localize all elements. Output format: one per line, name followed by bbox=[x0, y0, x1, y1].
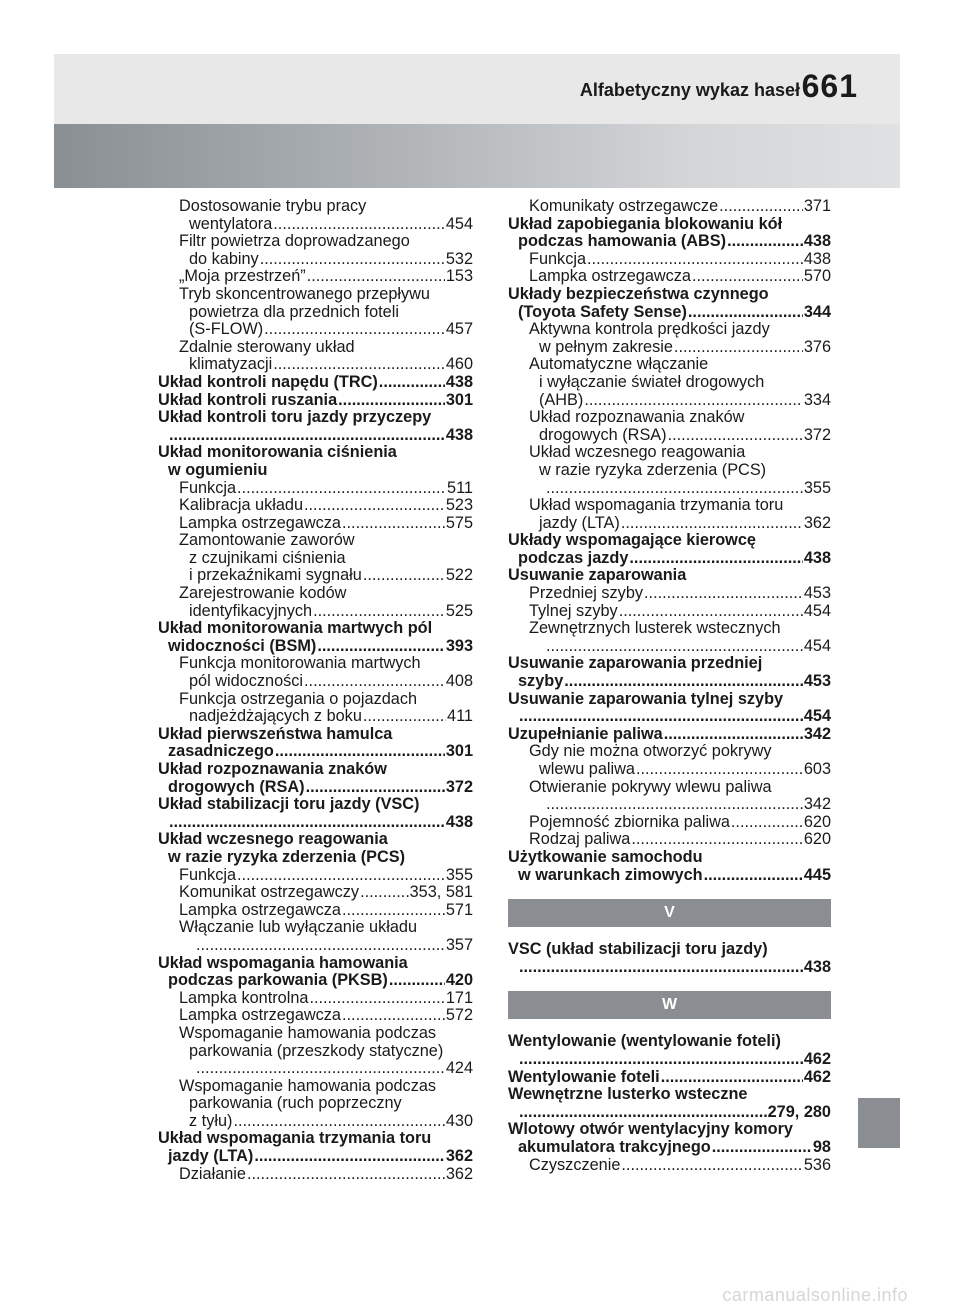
index-entry: Układ monitorowania ciśnienia w ogumieniu bbox=[158, 443, 397, 479]
index-subentry: Dostosowanie trybu pracy wentylatora ..... 454 bbox=[158, 198, 473, 233]
index-entry: Układ wspomagania hamowania podczas parkowania (PKSB) ..... 420 bbox=[158, 955, 473, 990]
index-subentry: Funkcja ..... 355 bbox=[158, 867, 473, 885]
index-entry: Układy wspomagające kierowcę podczas jazdy ..... 438 bbox=[508, 532, 831, 567]
index-subentry: Komunikaty ostrzegawcze ..... 371 bbox=[508, 198, 831, 216]
index-subentry: Lampka ostrzegawcza ..... 571 bbox=[158, 902, 473, 920]
index-entry: Układ zapobiegania blokowaniu kół podczas hamowania (ABS) ..... 438 bbox=[508, 216, 831, 251]
index-entry: Układ kontroli napędu (TRC) ..... 438 bbox=[158, 374, 473, 392]
index-subentry: Tryb skoncentrowanego przepływu powietrza dla przednich foteli (S-FLOW) ..... 457 bbox=[158, 286, 473, 339]
index-subentry: Lampka ostrzegawcza ..... 575 bbox=[158, 515, 473, 533]
index-entry: Użytkowanie samochodu w warunkach zimowych ..... 445 bbox=[508, 849, 831, 884]
index-subentry: Komunikat ostrzegawczy ..... 353, 581 bbox=[158, 884, 473, 902]
index-subentry: Funkcja monitorowania martwych pól widoczności ..... 408 bbox=[158, 655, 473, 690]
index-subentry: Wspomaganie hamowania podczas parkowania (ruch poprzeczny z tyłu) ..... 430 bbox=[158, 1078, 473, 1131]
header-gradient-bar bbox=[54, 124, 900, 188]
index-subentry: Lampka ostrzegawcza ..... 572 bbox=[158, 1007, 473, 1025]
index-entry: Wlotowy otwór wentylacyjny komory akumulatora trakcyjnego ..... 98 bbox=[508, 1121, 831, 1156]
index-entry: Usuwanie zaparowania tylnej szyby ..... 454 bbox=[508, 691, 831, 726]
index-subentry: Układ rozpoznawania znaków drogowych (RSA) ..... 372 bbox=[508, 409, 831, 444]
page-title: Alfabetyczny wykaz haseł bbox=[579, 80, 800, 100]
index-subentry: Gdy nie można otworzyć pokrywy wlewu paliwa ..... 603 bbox=[508, 743, 831, 778]
index-subentry: Działanie ..... 362 bbox=[158, 1166, 473, 1184]
index-entry: Układ stabilizacji toru jazdy (VSC) ..... 438 bbox=[158, 796, 473, 831]
index-entry: Usuwanie zaparowania przedniej szyby ..... 453 bbox=[508, 655, 831, 690]
index-subentry: Automatyczne włączanie i wyłączanie świateł drogowych (AHB) ..... 334 bbox=[508, 356, 831, 409]
index-entry: Wentylowanie (wentylowanie foteli) ..... 462 bbox=[508, 1033, 831, 1068]
index-entry: Wewnętrzne lusterko wsteczne ..... 279, 280 bbox=[508, 1086, 831, 1121]
index-subentry: Lampka kontrolna ..... 171 bbox=[158, 990, 473, 1008]
index-entry: Układ kontroli ruszania ..... 301 bbox=[158, 392, 473, 410]
section-side-tab bbox=[858, 1098, 900, 1148]
index-subentry: Zamontowanie zaworów z czujnikami ciśnienia i przekaźnikami sygnału ..... 522 bbox=[158, 532, 473, 585]
index-subentry: Aktywna kontrola prędkości jazdy w pełnym zakresie ..... 376 bbox=[508, 321, 831, 356]
index-subentry: Wspomaganie hamowania podczas parkowania (przeszkody statyczne) ..... 424 bbox=[158, 1025, 473, 1078]
index-subentry: Przedniej szyby ..... 453 bbox=[508, 585, 831, 603]
index-entry: Układ wspomagania trzymania toru jazdy (LTA) ..... 362 bbox=[158, 1130, 473, 1165]
index-subentry: Zarejestrowanie kodów identyfikacyjnych ..... 525 bbox=[158, 585, 473, 620]
index-entry: Uzupełnianie paliwa ..... 342 bbox=[508, 726, 831, 744]
index-subentry: Funkcja ..... 438 bbox=[508, 251, 831, 269]
index-subentry: Układ wspomagania trzymania toru jazdy (LTA) ..... 362 bbox=[508, 497, 831, 532]
index-entry: VSC (układ stabilizacji toru jazdy) ..... 438 bbox=[508, 941, 831, 976]
index-entry: Wentylowanie foteli ..... 462 bbox=[508, 1069, 831, 1087]
index-subentry: Zdalnie sterowany układ klimatyzacji ..... 460 bbox=[158, 339, 473, 374]
index-entry: Układy bezpieczeństwa czynnego (Toyota Safety Sense) ..... 344 bbox=[508, 286, 831, 321]
index-column-left bbox=[158, 198, 473, 1183]
section-header-v: V bbox=[508, 899, 831, 927]
index-subentry: Otwieranie pokrywy wlewu paliwa ..... 342 bbox=[508, 779, 831, 814]
page-number: 661 bbox=[801, 68, 858, 104]
index-subentry: Tylnej szyby ..... 454 bbox=[508, 603, 831, 621]
index-entry: Układ rozpoznawania znaków drogowych (RSA) ..... 372 bbox=[158, 761, 473, 796]
index-entry: Układ kontroli toru jazdy przyczepy ..... 438 bbox=[158, 409, 473, 444]
index-subentry: Funkcja ostrzegania o pojazdach nadjeżdżających z boku ..... 411 bbox=[158, 691, 473, 726]
index-entry: Układ pierwszeństwa hamulca zasadniczego ..... 301 bbox=[158, 726, 473, 761]
section-header-w: W bbox=[508, 991, 831, 1019]
index-subentry: Funkcja ..... 511 bbox=[158, 480, 473, 498]
index-subentry: Pojemność zbiornika paliwa ..... 620 bbox=[508, 814, 831, 832]
index-entry: Układ wczesnego reagowania w razie ryzyka zderzenia (PCS) bbox=[158, 830, 406, 866]
index-column-right bbox=[508, 198, 831, 1174]
index-subentry: Układ wczesnego reagowania w razie ryzyka zderzenia (PCS) ..... 355 bbox=[508, 444, 831, 497]
index-subentry: „Moja przestrzeń” ..... 153 bbox=[158, 268, 473, 286]
index-subentry: Czyszczenie ..... 536 bbox=[508, 1157, 831, 1175]
index-subentry: Filtr powietrza doprowadzanego do kabiny ..... 532 bbox=[158, 233, 473, 268]
index-subentry: Rodzaj paliwa ..... 620 bbox=[508, 831, 831, 849]
index-entry: Układ monitorowania martwych pól widoczności (BSM) ..... 393 bbox=[158, 620, 473, 655]
index-subentry: Lampka ostrzegawcza ..... 570 bbox=[508, 268, 831, 286]
watermark: carmanualsonline.info bbox=[722, 1285, 908, 1305]
index-subentry: Zewnętrznych lusterek wstecznych ..... 454 bbox=[508, 620, 831, 655]
index-subentry: Kalibracja układu ..... 523 bbox=[158, 497, 473, 515]
index-entry: Usuwanie zaparowania bbox=[508, 566, 687, 585]
index-subentry: Włączanie lub wyłączanie układu ..... 357 bbox=[158, 919, 473, 954]
